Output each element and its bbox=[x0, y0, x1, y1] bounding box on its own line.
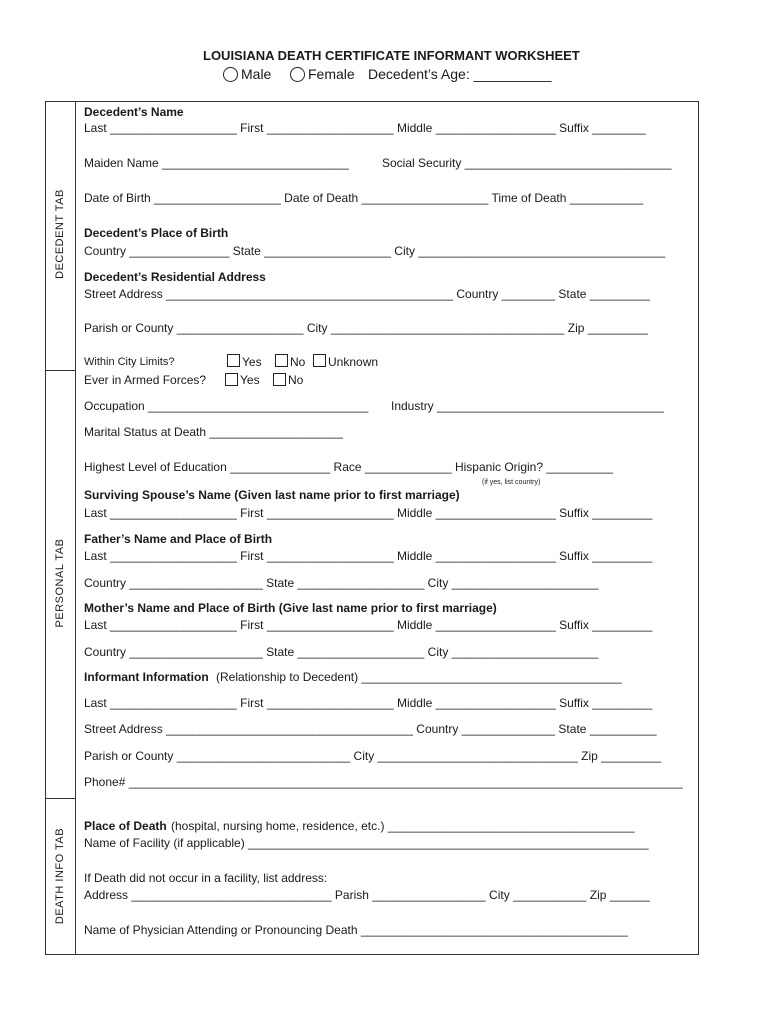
physician-field[interactable]: Name of Physician Attending or Pronouncing Death ________________________________________ bbox=[84, 923, 628, 937]
tab-divider bbox=[75, 101, 76, 955]
facility-name-field[interactable]: Name of Facility (if applicable) ____________________________________________________________ bbox=[84, 836, 649, 850]
tab-death-info: DEATH INFO TAB bbox=[54, 827, 66, 925]
place-of-death-heading: Place of Death bbox=[84, 819, 167, 833]
birthplace-fields[interactable]: Country _______________ State ___________________ City _____________________________________ bbox=[84, 244, 666, 258]
decedent-name-heading: Decedent’s Name bbox=[84, 105, 184, 119]
father-heading: Father’s Name and Place of Birth bbox=[84, 532, 273, 546]
form-title: LOUISIANA DEATH CERTIFICATE INFORMANT WORKSHEET bbox=[203, 48, 580, 63]
tab-personal: PERSONAL TAB bbox=[54, 538, 66, 628]
informant-relationship-field[interactable]: (Relationship to Decedent) _______________________________________ bbox=[216, 670, 622, 684]
male-radio[interactable] bbox=[223, 67, 238, 82]
spouse-heading: Surviving Spouse’s Name (Given last name prior to first marriage) bbox=[84, 488, 460, 502]
father-place-fields[interactable]: Country ____________________ State ___________________ City ______________________ bbox=[84, 576, 599, 590]
decedent-name-fields[interactable]: Last ___________________ First ___________________ Middle __________________ Suffix ________ bbox=[84, 121, 646, 135]
armed-forces-no-checkbox[interactable] bbox=[273, 373, 286, 386]
armed-forces-yes-checkbox[interactable] bbox=[225, 373, 238, 386]
occupation-field[interactable]: Occupation _________________________________ bbox=[84, 399, 369, 413]
non-facility-instruction: If Death did not occur in a facility, list address: bbox=[84, 871, 328, 885]
place-of-death-field[interactable]: (hospital, nursing home, residence, etc.) _____________________________________ bbox=[171, 819, 635, 833]
armed-forces-yes-label: Yes bbox=[240, 373, 260, 387]
city-limits-unknown-label: Unknown bbox=[328, 355, 379, 369]
phone-field[interactable]: Phone# ___________________________________________________________________________________ bbox=[84, 775, 683, 789]
tab-decedent: DECEDENT TAB bbox=[54, 189, 66, 279]
armed-forces-no-label: No bbox=[288, 373, 304, 387]
male-label: Male bbox=[241, 66, 272, 82]
city-limits-label: Within City Limits? bbox=[84, 356, 175, 368]
education-race-hispanic-fields[interactable]: Highest Level of Education _______________ Race _____________ Hispanic Origin? __________ bbox=[84, 460, 614, 474]
informant-heading: Informant Information bbox=[84, 670, 209, 684]
street-address-fields[interactable]: Street Address ___________________________________________ Country ________ State _________ bbox=[84, 287, 650, 301]
hispanic-note: (if yes, list country) bbox=[482, 479, 541, 486]
marital-status-field[interactable]: Marital Status at Death ____________________ bbox=[84, 425, 343, 439]
female-label: Female bbox=[308, 66, 355, 82]
mother-heading: Mother’s Name and Place of Birth (Give last name prior to first marriage) bbox=[84, 601, 497, 615]
informant-parish-fields[interactable]: Parish or County __________________________ City ______________________________ Zip _________ bbox=[84, 749, 662, 763]
birthplace-heading: Decedent’s Place of Birth bbox=[84, 226, 229, 240]
city-limits-unknown-checkbox[interactable] bbox=[313, 354, 326, 367]
city-limits-yes-checkbox[interactable] bbox=[227, 354, 240, 367]
armed-forces-label: Ever in Armed Forces? bbox=[84, 373, 207, 387]
female-radio[interactable] bbox=[290, 67, 305, 82]
dates-fields[interactable]: Date of Birth ___________________ Date of Death ___________________ Time of Death ___________ bbox=[84, 191, 644, 205]
section-divider-1 bbox=[45, 370, 76, 371]
city-limits-yes-label: Yes bbox=[242, 355, 262, 369]
mother-place-fields[interactable]: Country ____________________ State ___________________ City ______________________ bbox=[84, 645, 599, 659]
parish-city-zip-fields[interactable]: Parish or County ___________________ City ___________________________________ Zip _________ bbox=[84, 321, 648, 335]
informant-name-fields[interactable]: Last ___________________ First ___________________ Middle __________________ Suffix _________ bbox=[84, 696, 653, 710]
informant-street-fields[interactable]: Street Address _____________________________________ Country ______________ State __________ bbox=[84, 722, 657, 736]
social-security-field[interactable]: Social Security _______________________________ bbox=[382, 156, 672, 170]
maiden-name-field[interactable]: Maiden Name ____________________________ bbox=[84, 156, 349, 170]
industry-field[interactable]: Industry __________________________________ bbox=[391, 399, 664, 413]
mother-name-fields[interactable]: Last ___________________ First ___________________ Middle __________________ Suffix _________ bbox=[84, 618, 653, 632]
residence-heading: Decedent’s Residential Address bbox=[84, 270, 266, 284]
city-limits-no-label: No bbox=[290, 355, 306, 369]
death-address-fields[interactable]: Address ______________________________ Parish _________________ City ___________ Zip ______ bbox=[84, 888, 650, 902]
father-name-fields[interactable]: Last ___________________ First ___________________ Middle __________________ Suffix _________ bbox=[84, 549, 653, 563]
decedent-age-field[interactable]: Decedent’s Age: __________ bbox=[368, 66, 552, 82]
city-limits-no-checkbox[interactable] bbox=[275, 354, 288, 367]
spouse-name-fields[interactable]: Last ___________________ First ___________________ Middle __________________ Suffix _________ bbox=[84, 506, 653, 520]
